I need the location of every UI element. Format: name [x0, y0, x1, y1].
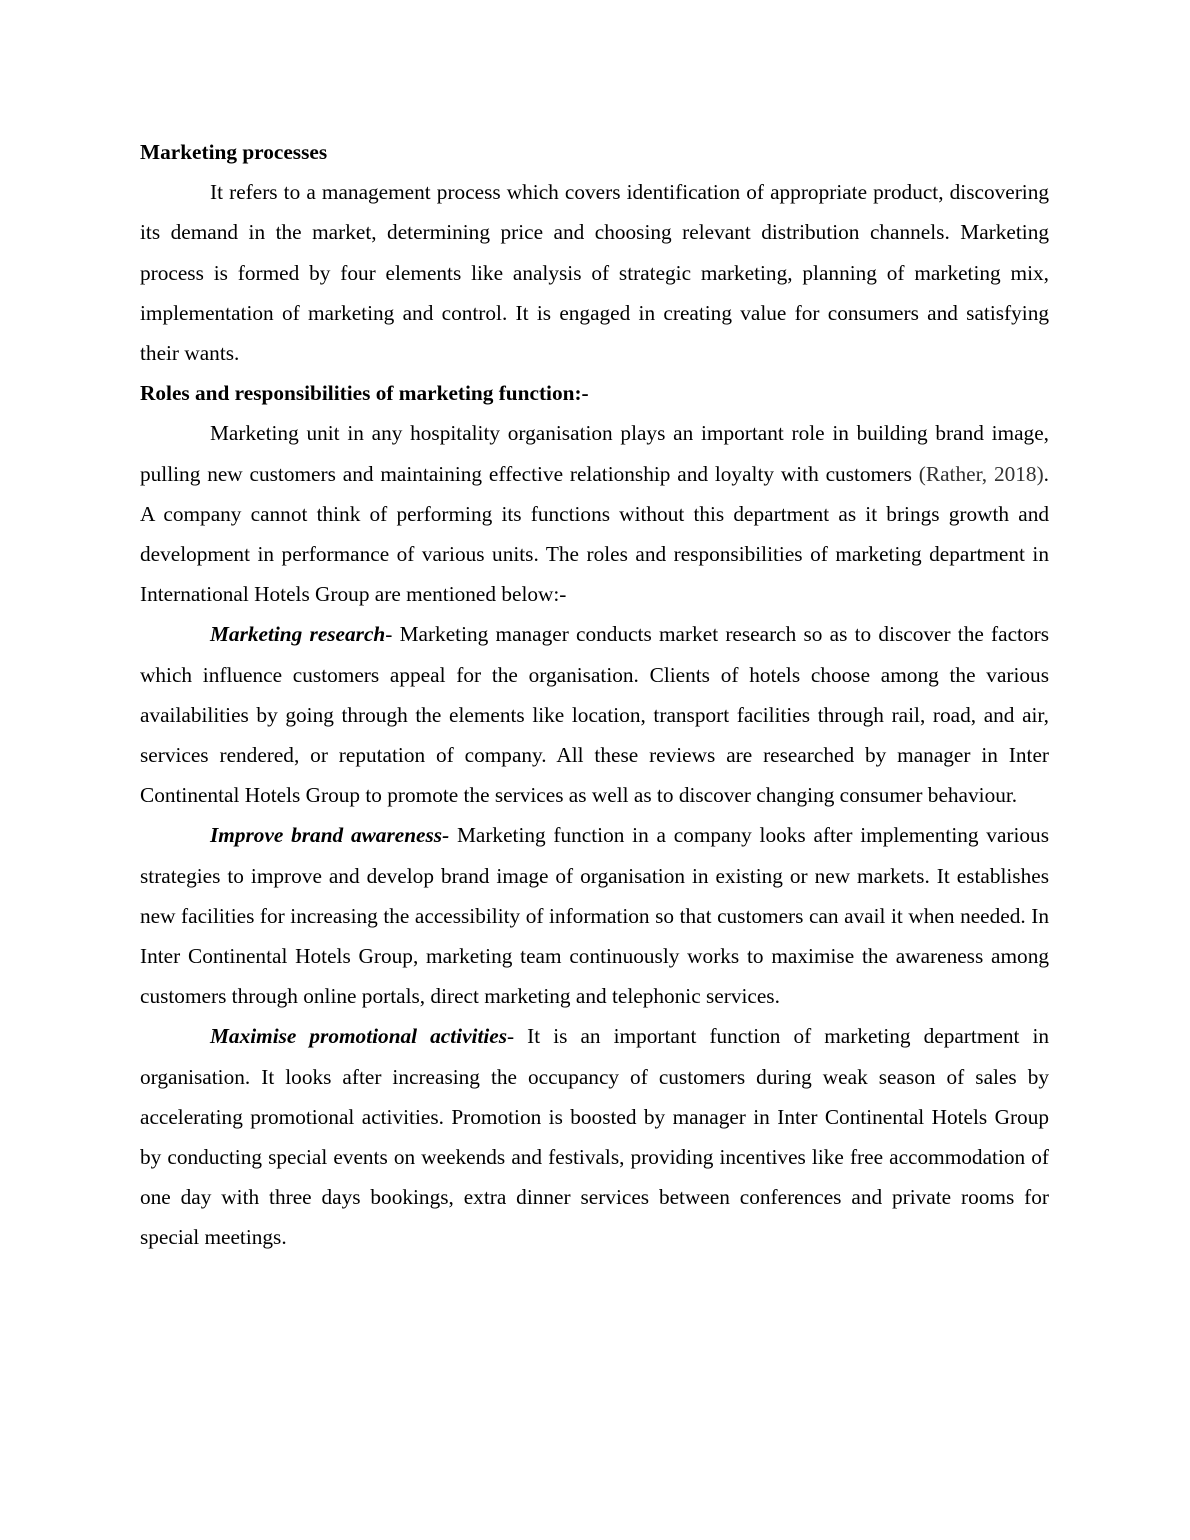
heading-roles-responsibilities: Roles and responsibilities of marketing function:- — [140, 381, 589, 406]
paragraph-marketing-processes: It refers to a management process which covers identification of appropriate product, discovering its demand in the market, determining price and choosing relevant distribution channels. Marketing process is formed by four elements like analysis of strategic marketing, planning of marketing mix, implementation of marketing and control. It is engaged in creating value for consumers and satisfying their wants. — [140, 180, 1049, 366]
paragraph-marketing-research — [140, 614, 1049, 815]
term-brand-awareness: Improve brand awareness- — [210, 823, 450, 848]
citation: (Rather, 2018) — [918, 461, 1044, 486]
paragraph-text-after-citation: . A company cannot think of performing its functions without this department as it brings growth and development in performance of various units. The roles and responsibilities of marketing department in International Hotels Group are mentioned below:- — [140, 461, 1049, 607]
term-marketing-research: Marketing research — [210, 622, 386, 647]
paragraph-promotional-activities — [140, 1016, 1049, 1257]
text-promotional-activities: - It is an important function of marketing department in organisation. It looks after increasing the occupancy of customers during weak season of sales by accelerating promotional activities. Promotion is boosted by manager in Inter Continental Hotels Group by conducting special events on weekends and festivals, providing incentives like free accommodation of one day with three days bookings, extra dinner services between conferences and private rooms for special meetings. — [140, 1024, 1050, 1250]
text-marketing-research: - Marketing manager conducts market research so as to discover the factors which influence customers appeal for the organisation. Clients of hotels choose among the various availabilities by going through the elements like location, transport facilities through rail, road, and air, services rendered, or reputation of company. All these reviews are researched by manager in Inter Continental Hotels Group to promote the services as well as to discover changing consumer behaviour. — [140, 622, 1050, 808]
paragraph-text-before-citation: Marketing unit in any hospitality organisation plays an important role in building brand image, pulling new customers and maintaining effective relationship and loyalty with customers — [140, 421, 1049, 486]
term-promotional-activities: Maximise promotional activities — [210, 1024, 508, 1049]
paragraph-roles-responsibilities — [140, 413, 1049, 614]
text-brand-awareness: Marketing function in a company looks after implementing various strategies to improve and develop brand image of organisation in existing or new markets. It establishes new facilities for increasing the accessibility of information so that customers can avail it when needed. In Inter Continental Hotels Group, marketing team continuously works to maximise the awareness among customers through online portals, direct marketing and telephonic services. — [140, 823, 1049, 1009]
document-page — [140, 132, 1049, 1258]
heading-marketing-processes: Marketing processes — [140, 140, 328, 164]
paragraph-brand-awareness — [140, 815, 1049, 1016]
